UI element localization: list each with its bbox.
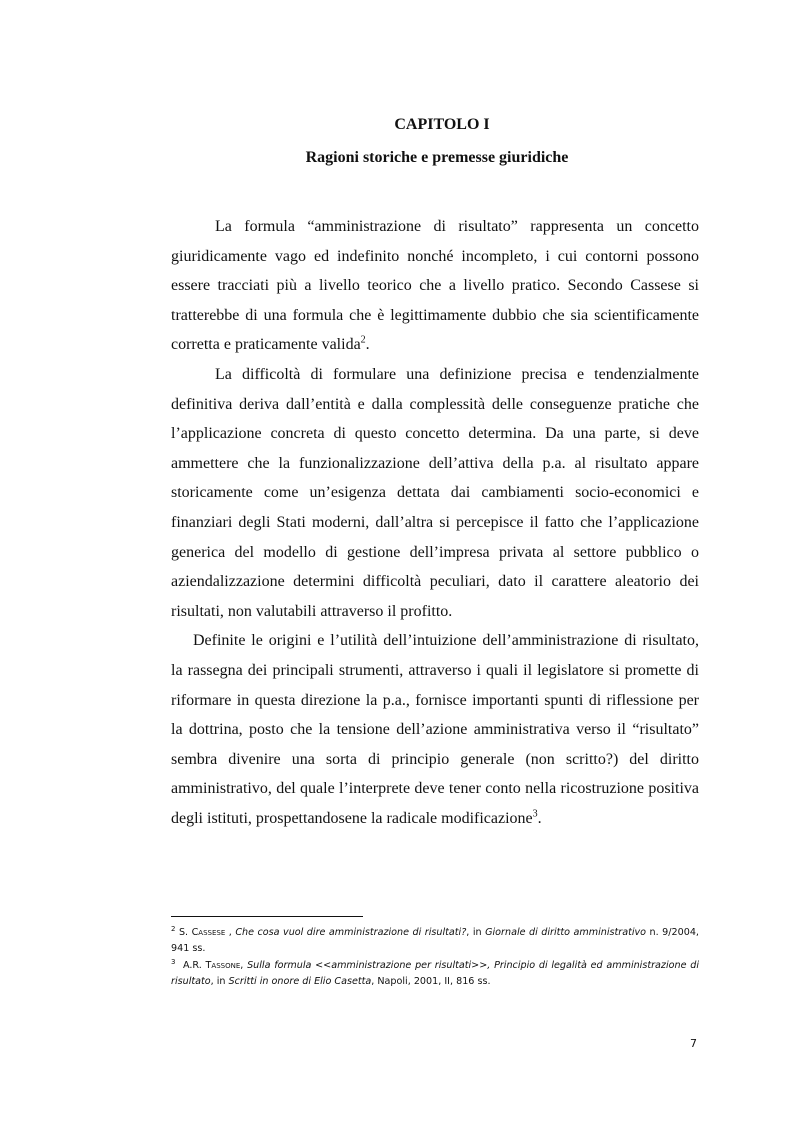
paragraph-1 xyxy=(171,212,699,360)
footnote-3 xyxy=(171,958,699,989)
paragraph-3 xyxy=(171,626,699,833)
footnote-title: Che cosa vuol dire amministrazione di risultati? xyxy=(235,927,467,938)
footnotes xyxy=(171,925,699,991)
footnote-title: Sulla formula <<amministrazione per risultati>>, Principio di legalità ed amministrazione di risultato xyxy=(171,960,699,987)
body-text xyxy=(171,212,699,833)
footnote-number: 2 xyxy=(171,924,176,933)
footnote-source: Scritti in onore di Elio Casetta xyxy=(228,975,372,987)
chapter-heading: CAPITOLO I xyxy=(394,116,490,133)
footnote-mid: , in xyxy=(210,975,229,987)
footnote-source: Giornale di diritto amministrativo xyxy=(485,927,647,938)
page-number: 7 xyxy=(690,1037,697,1050)
footnote-number: 3 xyxy=(171,957,176,966)
footnote-author: A.R. Tassone xyxy=(182,960,241,971)
footnote-ref-3: 3 xyxy=(532,808,538,820)
paragraph-3-text: Definite le origini e l’utilità dell’intuizione dell’amministrazione di risultato, la rassegna dei principali strumenti, attraverso i quali il legislatore si promette di riformare in questa direzione la p.a., fornisce importanti spunti di riflessione per la dottrina, posto che la tensione dell’azione amministrativa verso il “risultato” sembra divenire una sorta di principio generale (non scritto?) del diritto amministrativo, del quale l’interprete deve tener conto nella ricostruzione positiva degli istituti, prospettandosene la radicale modificazione xyxy=(171,632,699,827)
footnote-punct: , xyxy=(225,927,236,938)
footnote-2 xyxy=(171,925,699,956)
footnote-ref-2: 2 xyxy=(360,335,366,347)
paragraph-3-end: . xyxy=(537,809,542,827)
footnote-author: S. Cassese xyxy=(178,927,226,938)
chapter-subtitle: Ragioni storiche e premesse giuridiche xyxy=(305,149,569,166)
footnote-separator xyxy=(171,916,363,917)
paragraph-1-text: La formula “amministrazione di risultato” rappresenta un concetto giuridicamente vago ed indefinito nonché incompleto, i cui contorni possono essere tracciati più a livello teorico che a livello pratico. Secondo Cassese si tratterebbe di una formula che è legittimamente dubbio che sia scientificamente corretta e praticamente valida xyxy=(171,218,699,354)
footnote-rest: n. 9/2004, 941 ss. xyxy=(171,927,699,954)
paragraph-1-end: . xyxy=(365,336,370,354)
footnote-rest: , Napoli, 2001, II, 816 ss. xyxy=(371,975,491,987)
paragraph-2: La difficoltà di formulare una definizione precisa e tendenzialmente definitiva deriva dall’entità e dalla complessità delle conseguenze pratiche che l’applicazione concreta di questo concetto determina. Da una parte, si deve ammettere che la funzionalizzazione dell’attiva della p.a. al risultato appare storicamente come un’esigenza dettata dai cambiamenti socio-economici e finanziari degli Stati moderni, dall’altra si percepisce il fatto che l’applicazione generica del modello di gestione dell’impresa privata al settore pubblico o aziendalizzazione determini difficoltà peculiari, dato il carattere aleatorio dei risultati, non valutabili attraverso il profitto. xyxy=(171,365,699,620)
footnote-punct: , xyxy=(240,960,248,971)
footnote-mid: , in xyxy=(466,927,486,938)
